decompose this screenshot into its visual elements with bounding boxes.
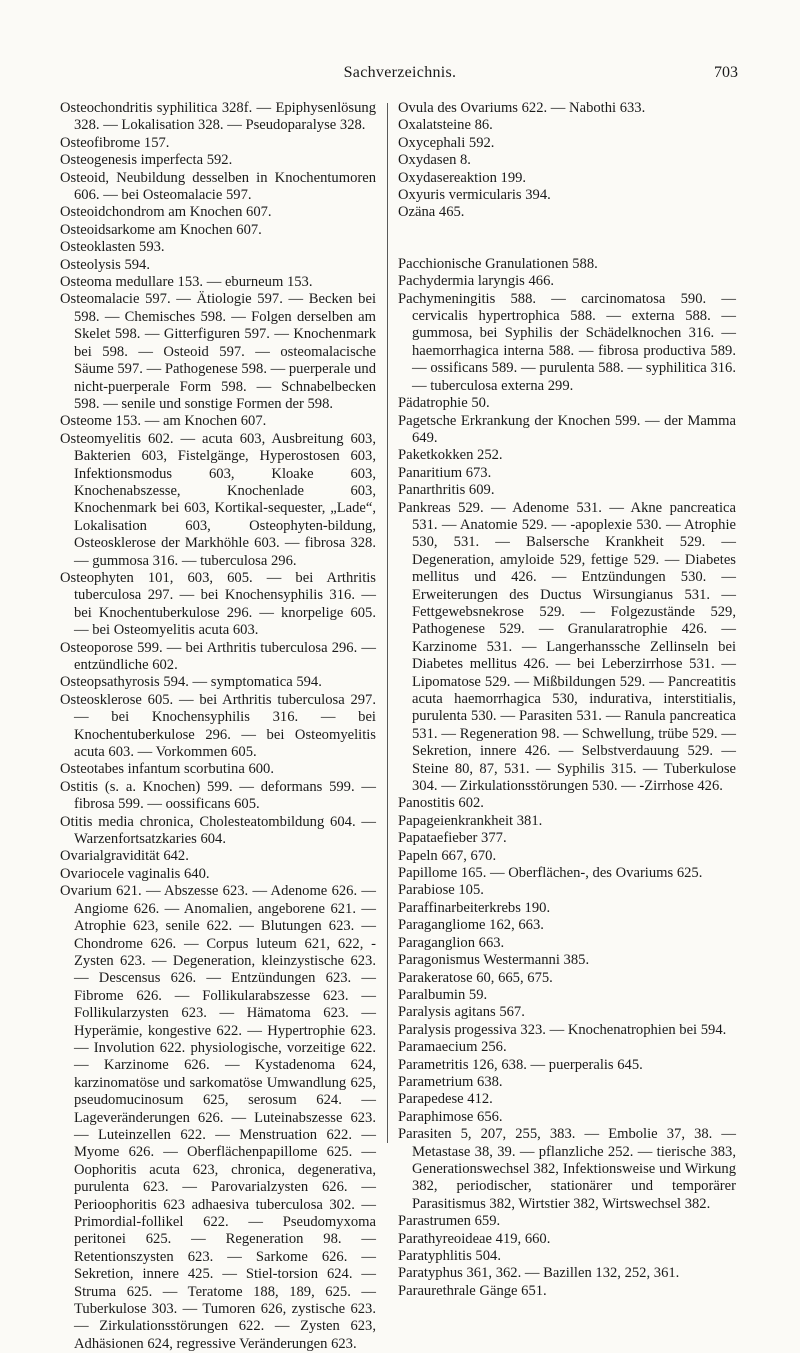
index-entry: Ovariocele vaginalis 640. <box>60 865 210 882</box>
index-entry: Osteoidchondrom am Knochen 607. <box>60 204 272 221</box>
index-entry: Oxycephali 592. <box>398 134 495 151</box>
index-entry: Osteogenesis imperfecta 592. <box>60 152 233 169</box>
index-group-p <box>398 256 736 1300</box>
index-entry: Paraphimose 656. <box>398 1108 503 1125</box>
index-entry: Paraganglion 663. <box>398 934 505 951</box>
index-entry: Ovarium 621. — Abszesse 623. — Adenome 626. — Angiome 626. — Anomalien, angeborene 621. — Atrophie 623, senile 622. — Blutungen 623. — Chondrome 626. — Corpus luteum 621, 622, -Zysten 623. — Degeneration, kleinzystische 623. — Descensus 626. — Entzündungen 623. — Fibrome 626. — Follikularabszesse 623. — Follikularzysten 623. — Hämatoma 623. — Hyperämie, kongestive 622. — Hypertrophie 623. — Involution 622. physiologische, vorzeitige 622. — Karzinome 626. — Kystadenoma 624, karzinomatöse und sarkomatöse Umwandlung 625, pseudomucinosum 625, serosum 624. — Lageveränderungen 626. — Luteinabszesse 623. — Luteinzellen 622. — Menstruation 622. — Myome 626. — Oberflächenpapillome 625. — Oophoritis acuta 623, chronica, degenerativa, purulenta 623. — Parovarialzysten 626. — Perioophoritis 623 adhaesiva tuberculosa 302. — Primordial-follikel 622. — Pseudomyxoma peritonei 625. — Regeneration 98. — Retentionszysten 623. — Sarkome 626. — Sekretion, innere 425. — Stiel-torsion 624. — Struma 625. — Teratome 188, 189, 625. — Tuberkulose 303. — Tumoren 626, zystische 623. — Zirkulationsstörungen 622. — Zysten 623, Adhäsionen 624, regressive Veränderungen 623. <box>60 883 376 1352</box>
index-entry: Osteoid, Neubildung desselben in Knochentumoren 606. — bei Osteomalacie 597. <box>60 169 376 204</box>
index-entry: Papillome 165. — Oberflächen-, des Ovariums 625. <box>398 865 703 882</box>
index-column-right <box>398 100 736 1300</box>
index-entry: Panaritium 673. <box>398 464 492 481</box>
index-entry: Pachymeningitis 588. — carcinomatosa 590. — cervicalis hypertrophica 588. — externa 588. — gummosa, bei Syphilis der Schädelknochen 316. — haemorrhagica interna 588. — fibrosa productiva 589. — ossificans 589. — purulenta 588. — syphilitica 316. — tuberculosa externa 299. <box>398 290 736 394</box>
index-entry: Osteoma medullare 153. — eburneum 153. <box>60 274 313 291</box>
index-entry: Oxydasen 8. <box>398 152 471 169</box>
index-entry: Pachydermia laryngis 466. <box>398 273 555 290</box>
index-entry: Parapedese 412. <box>398 1091 493 1108</box>
index-entry: Papageienkrankheit 381. <box>398 812 543 829</box>
index-entry: Pagetsche Erkrankung der Knochen 599. — der Mamma 649. <box>398 412 736 446</box>
index-column-left <box>60 100 376 1353</box>
index-entry: Oxydasereaktion 199. <box>398 169 527 186</box>
index-entry: Otitis media chronica, Cholesteatombildung 604. — Warzenfortsatzkaries 604. <box>60 813 376 848</box>
index-entry: Osteochondritis syphilitica 328f. — Epiphysenlösung 328. — Lokalisation 328. — Pseudoparalyse 328. <box>60 100 376 134</box>
index-entry: Parasiten 5, 207, 255, 383. — Embolie 37, 38. — Metastase 38, 39. — pflanzliche 252. — tierische 383, Generationswechsel 382, Infektionsweise und Wirkung 382, periodischer, stationärer und temporärer Parasitismus 382, Wirtstier 382, Wirtswechsel 382. <box>398 1126 736 1212</box>
index-entry: Osteosklerose 605. — bei Arthritis tuberculosa 297. — bei Knochensyphilis 316. — bei Knochentuberkulose 296. — bei Osteomyelitis acuta 603. — Vorkommen 605. <box>60 691 376 761</box>
index-entry: Ozäna 465. <box>398 204 465 221</box>
column-divider <box>387 103 388 1143</box>
index-entry: Ostitis (s. a. Knochen) 599. — deformans 599. — fibrosa 599. — oossificans 605. <box>60 778 376 813</box>
index-entry: Parametrium 638. <box>398 1073 503 1090</box>
index-entry: Paralysis agitans 567. <box>398 1004 525 1021</box>
index-entry: Parametritis 126, 638. — puerperalis 645. <box>398 1056 643 1073</box>
index-entry: Osteome 153. — am Knochen 607. <box>60 413 267 430</box>
index-entry: Paralysis progessiva 323. — Knochenatrophien bei 594. <box>398 1021 727 1038</box>
page-header <box>60 64 740 86</box>
index-entry: Paraurethrale Gänge 651. <box>398 1282 547 1299</box>
index-entry: Ovula des Ovariums 622. — Nabothi 633. <box>398 100 646 116</box>
index-entry: Parastrumen 659. <box>398 1213 501 1230</box>
index-entry: Papataefieber 377. <box>398 830 507 847</box>
index-entry: Paketkokken 252. <box>398 447 503 464</box>
index-entry: Paramaecium 256. <box>398 1039 507 1056</box>
index-entry: Paralbumin 59. <box>398 986 488 1003</box>
index-entry: Osteoidsarkome am Knochen 607. <box>60 221 262 238</box>
index-entry: Oxyuris vermicularis 394. <box>398 187 551 204</box>
index-entry: Oxalatsteine 86. <box>398 117 493 134</box>
index-entry: Paragangliome 162, 663. <box>398 917 544 934</box>
index-entry: Osteoporose 599. — bei Arthritis tuberculosa 296. — entzündliche 602. <box>60 639 376 673</box>
index-entry: Parathyreoideae 419, 660. <box>398 1230 551 1247</box>
index-entry: Paratyphus 361, 362. — Bazillen 132, 252, 361. <box>398 1265 680 1282</box>
index-entry: Paragonismus Westermanni 385. <box>398 952 590 969</box>
index-entry: Pacchionische Granulationen 588. <box>398 255 598 272</box>
index-entry: Parabiose 105. <box>398 882 484 899</box>
index-entry: Paratyphlitis 504. <box>398 1248 501 1264</box>
index-entry: Osteomyelitis 602. — acuta 603, Ausbreitung 603, Bakterien 603, Fistelgänge, Hyperostosen 603, Infektionsmodus 603, Kloake 603, Knochenabszesse, Knochenlade 603, Knochenmark bei 603, Kortikal-sequester, „Lade“, Lokalisation 603, Osteophyten-bildung, Osteosklerose der Markhöhle 603. — fibrosa 328. — gummosa 316. — tuberculosa 296. <box>60 430 376 569</box>
index-entry: Osteotabes infantum scorbutina 600. <box>60 761 274 778</box>
index-entry: Panarthritis 609. <box>398 482 495 499</box>
index-entry: Osteolysis 594. <box>60 256 150 273</box>
index-entry: Papeln 667, 670. <box>398 847 497 864</box>
running-title: Sachverzeichnis. <box>343 64 457 81</box>
index-group-o <box>398 100 736 222</box>
index-entry: Osteophyten 101, 603, 605. — bei Arthritis tuberculosa 297. — bei Knochensyphilis 316. — bei Knochentuberkulose 296. — knorpelige 605. — bei Osteomyelitis acuta 603. <box>60 569 376 639</box>
index-entry: Pankreas 529. — Adenome 531. — Akne pancreatica 531. — Anatomie 529. — -apoplexie 530. — Atrophie 530, 531. — Balsersche Krankheit 529. — Degeneration, amyloide 529, fettige 529. — Diabetes mellitus und 426. — Entzündungen 530. — Erweiterungen des Ductus Wirsungianus 531. — Fettgewebsnekrose 529. — Folgezustände 529, Pathogenese 529. — Granularatrophie 426. — Karzinome 531. — Langerhanssche Zellinseln bei Diabetes mellitus 426. — bei Leberzirrhose 531. — Lipomatose 529. — Mißbildungen 529. — Pancreatitis acuta haemorrhagica 530, indurativa, interstitialis, purulenta 530. — Parasiten 531. — Ranula pancreatica 531. — Regeneration 98. — Schwellung, trübe 529. — Sekretion, innere 426. — Selbstverdauung 529. — Steine 80, 87, 531. — Syphilis 315. — Tuberkulose 304. — Zirkulationsstörungen 530. — -Zirrhose 426. <box>398 499 736 795</box>
index-entry: Ovarialgravidität 642. <box>60 848 189 865</box>
section-gap <box>398 222 736 256</box>
index-entry: Panostitis 602. <box>398 795 484 812</box>
index-entry: Osteopsathyrosis 594. — symptomatica 594. <box>60 674 322 691</box>
index-entry: Paraffinarbeiterkrebs 190. <box>398 899 551 916</box>
index-entry: Osteofibrome 157. <box>60 134 170 151</box>
page-number: 703 <box>714 64 738 81</box>
index-entry: Osteomalacie 597. — Ätiologie 597. — Becken bei 598. — Chemisches 598. — Folgen derselben am Skelet 598. — Gitterfiguren 597. — Knochenmark bei 598. — Osteoid 597. — osteomalacische Säume 597. — Pathogenese 598. — puerperale und nicht-puerperale Form 598. — Schnabelbecken 598. — senile und sonstige Formen der 598. <box>60 291 376 412</box>
index-entry: Osteoklasten 593. <box>60 239 165 256</box>
index-entry: Parakeratose 60, 665, 675. <box>398 969 553 986</box>
index-entry: Pädatrophie 50. <box>398 395 490 412</box>
